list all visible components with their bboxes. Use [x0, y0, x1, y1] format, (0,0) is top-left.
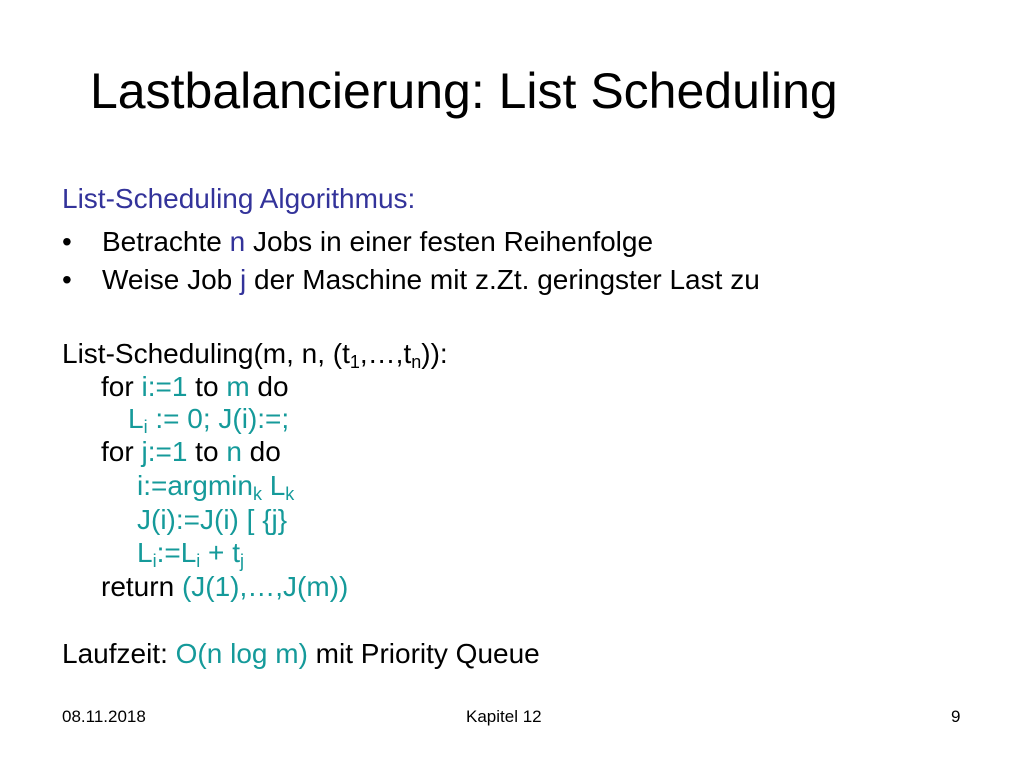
bullet-1-before: Betrachte: [102, 226, 230, 257]
code-update-line: [137, 537, 244, 571]
code-union-line: J(i):=J(i) [ {j}: [137, 504, 288, 535]
argmin-sub: k: [252, 484, 262, 504]
update-b: :=L: [156, 537, 197, 568]
code-for-machines: [101, 373, 289, 401]
update-c: + t: [200, 537, 240, 568]
for1-keyword: for: [101, 371, 142, 402]
update-sub3: j: [239, 551, 244, 571]
init-L-sub: i: [143, 417, 148, 437]
code-for-jobs: [101, 438, 281, 466]
runtime-label: Laufzeit:: [62, 638, 176, 669]
algorithm-heading: List-Scheduling Algorithmus:: [62, 183, 416, 214]
for1-do: do: [249, 371, 289, 402]
for1-var: m: [226, 371, 250, 402]
code-argmin-line: [137, 470, 295, 504]
code-header: [62, 338, 448, 372]
code-return-line: [101, 573, 348, 601]
bullet-2-text: [102, 266, 760, 294]
code-header-subn: n: [411, 352, 422, 372]
update-sub1: i: [152, 551, 157, 571]
for2-do: do: [241, 436, 281, 467]
slide-title: Lastbalancierung: List Scheduling: [90, 63, 838, 119]
runtime-line: [62, 640, 540, 668]
for2-assign: j:=1: [141, 436, 188, 467]
bullet-dot: •: [62, 226, 72, 257]
bullet-2-after: der Maschine mit z.Zt. geringster Last zu: [246, 264, 760, 295]
bullet-dot: •: [62, 264, 72, 295]
argmin-sub2: k: [285, 484, 295, 504]
return-keyword: return: [101, 571, 182, 602]
runtime-suffix: mit Priority Queue: [307, 638, 540, 669]
argmin-a: i:=argmin: [137, 470, 253, 501]
code-header-sub1: 1: [349, 352, 360, 372]
footer-chapter: Kapitel 12: [466, 707, 542, 726]
init-L: L: [128, 403, 144, 434]
code-header-suffix: )):: [421, 338, 448, 369]
code-header-prefix: List-Scheduling(m, n, (t: [62, 338, 350, 369]
for1-assign: i:=1: [141, 371, 188, 402]
update-sub2: i: [196, 551, 201, 571]
code-header-mid: ,…,t: [359, 338, 412, 369]
update-a: L: [137, 537, 153, 568]
footer-date: 08.11.2018: [62, 707, 146, 726]
code-init-line: [128, 403, 290, 437]
runtime-value: O(n log m): [175, 638, 308, 669]
bullet-1-var: n: [229, 226, 246, 257]
footer-page-number: 9: [951, 707, 961, 726]
for2-keyword: for: [101, 436, 142, 467]
for2-var: n: [226, 436, 242, 467]
bullet-2-before: Weise Job: [102, 264, 240, 295]
bullet-2-var: j: [240, 264, 247, 295]
for1-to: to: [187, 371, 227, 402]
init-rest: := 0; J(i):=;: [147, 403, 290, 434]
bullet-1-text: [102, 228, 653, 256]
for2-to: to: [187, 436, 227, 467]
argmin-b: L: [261, 470, 286, 501]
return-value: (J(1),…,J(m)): [181, 571, 349, 602]
bullet-1-after: Jobs in einer festen Reihenfolge: [245, 226, 654, 257]
